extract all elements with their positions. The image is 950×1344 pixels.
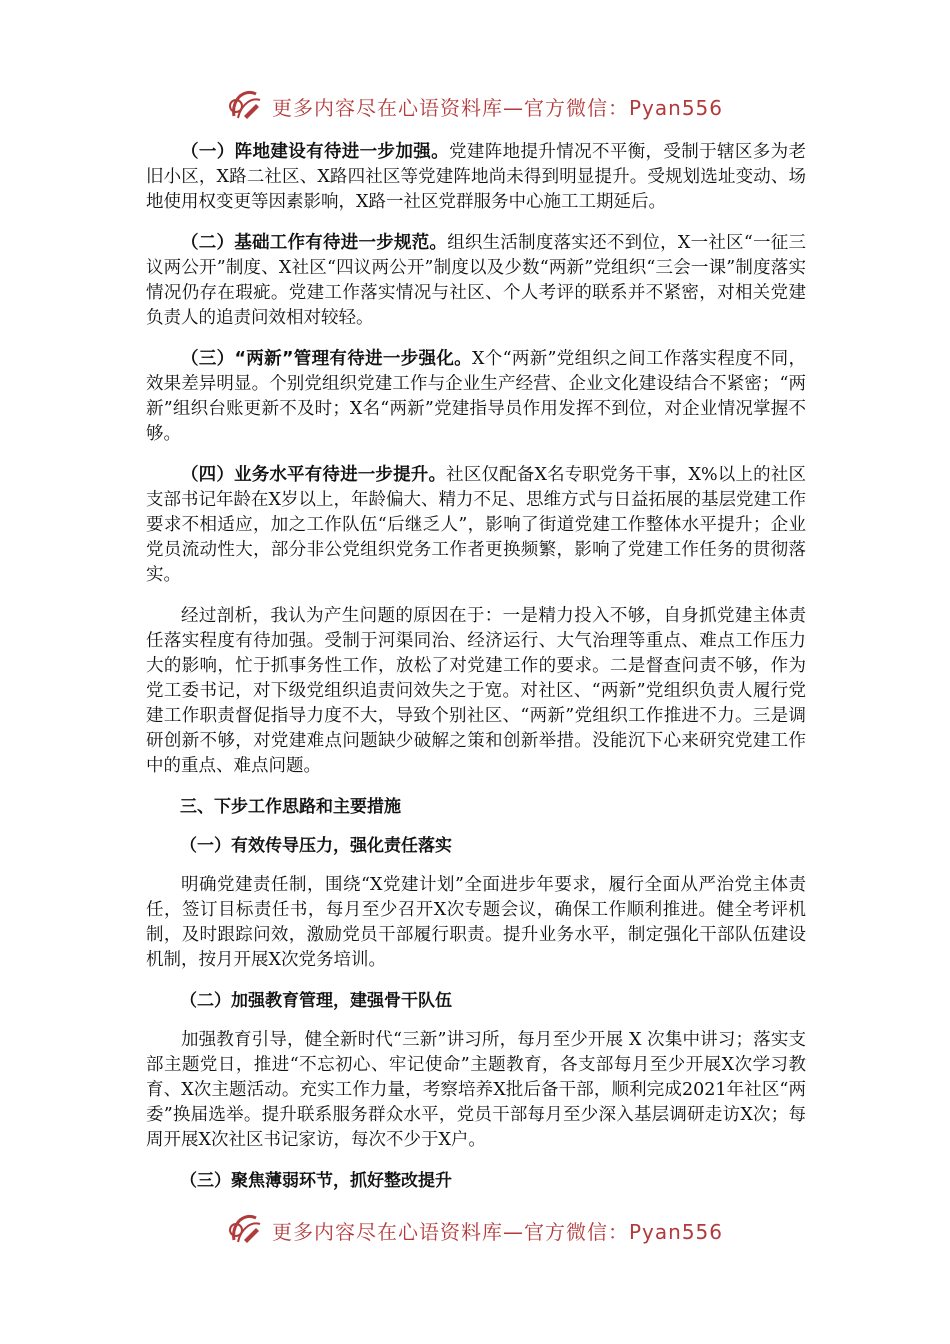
paragraph-section-4 [146, 463, 806, 588]
banner-text: 更多内容尽在心语资料库—官方微信：Pyan556 [272, 95, 724, 120]
section-4-lead: （四）业务水平有待进一步提升。 [181, 465, 447, 485]
measure-3-heading: （三）聚焦薄弱环节，抓好整改提升 [180, 1171, 452, 1191]
section-2-body: 组织生活制度落实还不到位，X一社区“一征三议两公开”制度、X社区“四议两公开”制度以及少数“两新”党组织“三会一课”制度落实情况仍存在瑕疵。党建工作落实情况与社区、个人考评的联系并不紧密，对相关党建负责人的追责问效相对较轻。 [146, 233, 807, 328]
document-body [146, 140, 806, 1208]
section-3-lead: （三）“两新”管理有待进一步强化。 [181, 349, 472, 369]
measure-2-heading: （二）加强教育管理，建强骨干队伍 [180, 991, 452, 1011]
footer-banner [226, 1208, 746, 1252]
section-2-lead: （二）基础工作有待进一步规范。 [181, 233, 448, 253]
notebook-pen-logo-icon [226, 1210, 266, 1250]
section-1-lead: （一）阵地建设有待进一步加强。 [181, 142, 450, 162]
banner-text: 更多内容尽在心语资料库—官方微信：Pyan556 [272, 1219, 724, 1244]
measure-1-heading: （一）有效传导压力，强化责任落实 [180, 836, 452, 856]
header-banner [226, 84, 746, 128]
part-3-title: 三、下步工作思路和主要措施 [180, 797, 401, 817]
paragraph-section-2 [146, 231, 806, 331]
paragraph-section-3 [146, 347, 806, 447]
section-3-body: X个“两新”党组织之间工作落实程度不同，效果差异明显。个别党组织党建工作与企业生产经营、企业文化建设结合不紧密；“两新”组织台账更新不及时；X名“两新”党建指导员作用发挥不到位，对企业情况掌握不够。 [146, 349, 806, 444]
measure-1-body: 明确党建责任制，围绕“X党建计划”全面进步年要求，履行全面从严治党主体责任，签订目标责任书，每月至少召开X次专题会议，确保工作顺利推进。健全考评机制，及时跟踪问效，激励党员干部履行职责。提升业务水平，制定强化干部队伍建设机制，按月开展X次党务培训。 [146, 875, 806, 970]
measure-2-body: 加强教育引导，健全新时代“三新”讲习所，每月至少开展 X 次集中讲习；落实支部主题党日，推进“不忘初心、牢记使命”主题教育，各支部每月至少开展X次学习教育、X次主题活动。充实工作力量，考察培养X批后备干部，顺利完成2021年社区“两委”换届选举。提升联系服务群众水平，党员干部每月至少深入基层调研走访X次；每周开展X次社区书记家访，每次不少于X户。 [146, 1030, 806, 1150]
notebook-pen-logo-icon [226, 86, 266, 126]
section-4-body: 社区仅配备X名专职党务干事，X%以上的社区支部书记年龄在X岁以上，年龄偏大、精力不足、思维方式与日益拓展的基层党建工作要求不相适应，加之工作队伍“后继乏人”，影响了街道党建工作整体水平提升；企业党员流动性大，部分非公党组织党务工作者更换频繁，影响了党建工作任务的贯彻落实。 [146, 465, 807, 585]
paragraph-section-1 [146, 140, 806, 215]
paragraph-analysis: 经过剖析，我认为产生问题的原因在于：一是精力投入不够，自身抓党建主体责任落实程度有待加强。受制于河渠同治、经济运行、大气治理等重点、难点工作压力大的影响，忙于抓事务性工作，放松了对党建工作的要求。二是督查问责不够，作为党工委书记，对下级党组织追责问效失之于宽。对社区、“两新”党组织负责人履行党建工作职责督促指导力度不大，导致个别社区、“两新”党组织工作推进不力。三是调研创新不够，对党建难点问题缺少破解之策和创新举措。没能沉下心来研究党建工作中的重点、难点问题。 [146, 606, 806, 776]
section-1-body: 党建阵地提升情况不平衡，受制于辖区多为老旧小区，X路二社区、X路四社区等党建阵地尚未得到明显提升。受规划选址变动、场地使用权变更等因素影响，X路一社区党群服务中心施工工期延后。 [146, 142, 806, 212]
